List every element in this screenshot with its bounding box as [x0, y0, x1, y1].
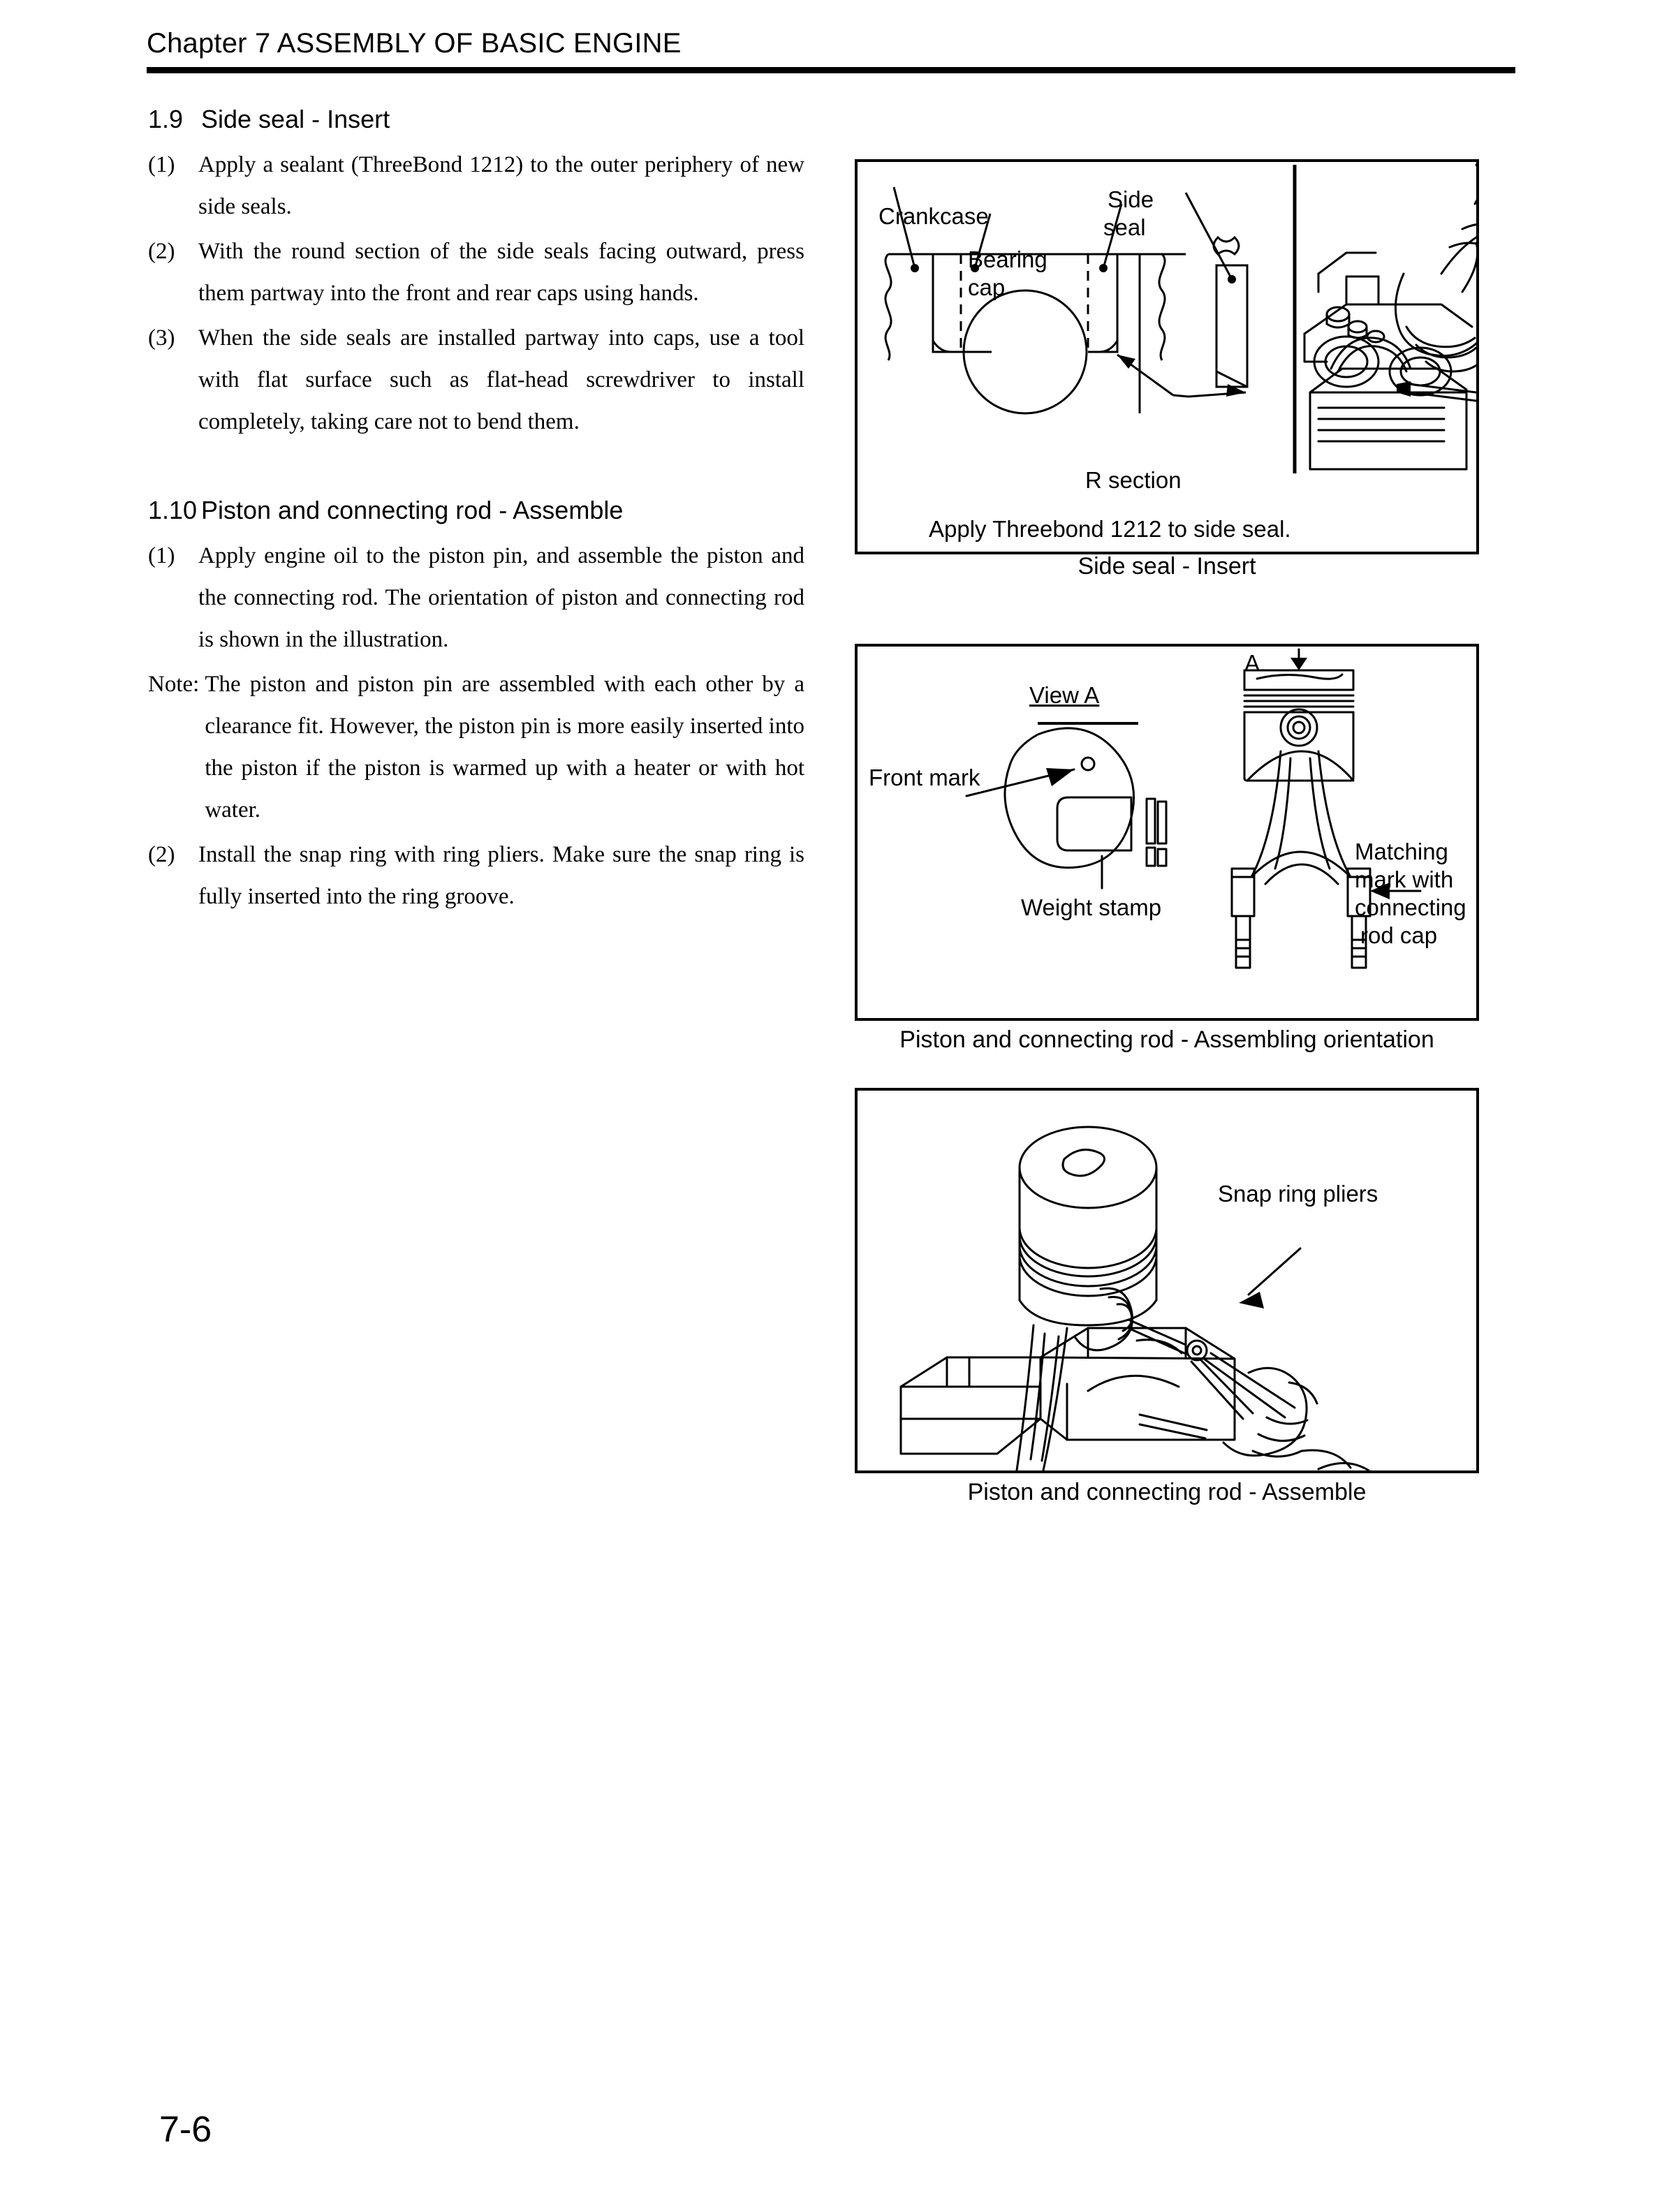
section-heading-1-9 [148, 105, 804, 134]
section-number: 1.10 [148, 496, 198, 524]
label-arrow-a: A [1244, 650, 1260, 676]
label-snap-ring-pliers: Snap ring pliers [1218, 1181, 1378, 1207]
list-item [148, 144, 804, 228]
item-text: Apply engine oil to the piston pin, and assemble the piston and the connecting rod. The orientation of piston and connecting rod is shown in the illustration. [198, 543, 804, 652]
figure-piston-rod-assemble [855, 1088, 1479, 1473]
label-view-a: View A [1029, 682, 1100, 708]
item-text: With the round section of the side seals facing outward, press them partway into the front and rear caps using hands. [198, 239, 804, 306]
page-header-title: Chapter 7 ASSEMBLY OF BASIC ENGINE [147, 28, 682, 59]
item-marker: (3) [148, 325, 175, 351]
list-item [148, 535, 804, 661]
label-front-mark: Front mark [869, 765, 980, 790]
figure-caption-orientation: Piston and connecting rod - Assembling orientation [899, 1026, 1434, 1053]
note-text: The piston and piston pin are assembled with each other by a clearance fit. However, the piston pin is more easily inserted into the piston if the piston is warmed up with a heater or with hot water. [205, 672, 804, 823]
label-bearing-cap-line1: Bearing [968, 246, 1047, 272]
item-marker: (2) [148, 842, 175, 867]
note-item [148, 663, 804, 831]
snap-ring-drawing [858, 1091, 1476, 1470]
piston-orientation-drawing [858, 647, 1476, 1018]
item-marker: (2) [148, 239, 175, 264]
label-weight-stamp: Weight stamp [1021, 894, 1162, 920]
label-r-section: R section [1085, 467, 1182, 493]
section-title: Side seal - Insert [201, 105, 390, 133]
label-bearing-cap-line2: cap [968, 274, 1006, 300]
note-marker: Note: [148, 672, 200, 697]
label-matching-line3: connecting [1355, 894, 1466, 920]
figure-piston-rod-orientation [855, 644, 1479, 1021]
item-text: Apply a sealant (ThreeBond 1212) to the outer periphery of new side seals. [198, 152, 804, 219]
label-side-seal-line2: seal [1103, 214, 1146, 240]
label-side-seal-line1: Side [1108, 186, 1154, 212]
label-apply-threebond: Apply Threebond 1212 to side seal. [929, 516, 1291, 542]
header-rule [147, 67, 1515, 73]
section-spacer [148, 445, 804, 496]
list-item [148, 834, 804, 917]
list-item [148, 317, 804, 443]
text-column [148, 105, 804, 920]
label-matching-line1: Matching [1355, 839, 1448, 864]
figure-caption-assemble: Piston and connecting rod - Assemble [967, 1479, 1367, 1505]
figure-caption-side-seal: Side seal - Insert [1078, 553, 1256, 580]
page-number: 7-6 [159, 2109, 212, 2150]
label-matching-line2: mark with [1355, 867, 1454, 892]
item-text: When the side seals are installed partway into caps, use a tool with flat surface such as flat-head screwdriver to install completely, taking care not to bend them. [198, 325, 804, 434]
section-number: 1.9 [148, 105, 184, 133]
list-item [148, 230, 804, 314]
label-crankcase: Crankcase [878, 203, 989, 229]
item-text: Install the snap ring with ring pliers. Make sure the snap ring is fully inserted into the ring groove. [198, 842, 804, 909]
item-marker: (1) [148, 152, 175, 177]
label-matching-line4: rod cap [1360, 922, 1438, 948]
item-marker: (1) [148, 543, 175, 568]
section-heading-1-10 [148, 496, 804, 525]
section-title: Piston and connecting rod - Assemble [201, 496, 624, 524]
